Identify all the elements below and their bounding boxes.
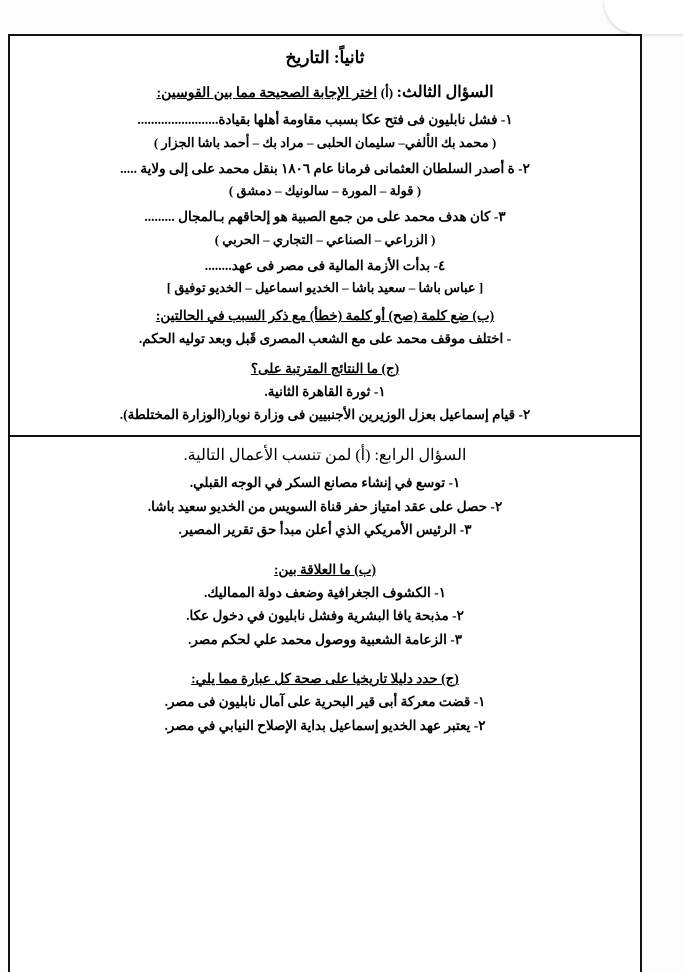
question-item-choices: ( محمد بك الألفي– سليمان الحلبى – مراد بك – أحمد باشا الجزار ) (153, 134, 497, 150)
question-three-heading (28, 82, 622, 102)
question-three-instruction: اختر الإجابة الصحيحة مما بين القوسين: (156, 86, 378, 101)
question-four-label: السؤال الرابع: (374, 446, 467, 464)
question-three-part-b-label: (ب) ضع كلمة (صح) أو كلمة (خطأ) مع ذكر السبب في الحالتين: (155, 308, 495, 324)
question-item-text: ١- فشل نابليون فى فتح عكا بسبب مقاومة أهلها بقيادة........................ (137, 112, 513, 127)
question-four-part-c-item: ٢- يعتبر عهد الخديو إسماعيل بداية الإصلاح النيابي في مصر. (164, 717, 486, 733)
question-item-choices: ( الزراعي – الصناعي – التجاري – الحربي ) (214, 231, 436, 247)
question-four-part-b-label: (ب) ما العلاقة بين: (274, 561, 376, 577)
question-three-block (28, 82, 622, 425)
question-three-part-c-label: (ج) ما النتائج المترتبة على؟ (250, 360, 400, 376)
question-four-item: ٣- الرئيس الأمريكي الذي أعلن مبدأ حق تقرير المصير. (178, 522, 472, 538)
question-four-part-b-item: ٣- الزعامة الشعبية ووصول محمد علي لحكم مصر. (187, 631, 463, 647)
question-four-part-b-item: ٢- مذبحة يافا البشرية وفشل نابليون في دخول عكا. (186, 608, 464, 624)
question-item-text: ٢- ة أصدر السلطان العثمانى فرمانا عام ١٨٠٦ بنقل محمد على إلى ولاية ..... (120, 160, 530, 176)
section-divider (10, 435, 640, 437)
question-four-part-c-label: (ج) حدد دليلا تاريخيا على صحة كل عبارة مما يلي: (191, 671, 459, 687)
question-four-heading (28, 445, 622, 465)
question-item-choices: ( قولة – المورة – سالونيك – دمشق ) (228, 183, 422, 199)
question-three-part-c-item: ١- ثورة القاهرة الثانية. (264, 383, 386, 399)
question-four-marker: (أ) (355, 446, 371, 464)
question-item (28, 110, 622, 151)
question-three-marker: (أ) (380, 85, 394, 100)
question-item-text: ٤- بدأت الأزمة المالية فى مصر فى عهد........ (204, 257, 446, 273)
question-four-item: ١- توسع في إنشاء مصانع السكر في الوجه القبلي. (189, 474, 461, 490)
question-item (28, 159, 622, 200)
page-corner-artifact (604, 0, 684, 34)
question-four-part-c-item: ١- قضت معركة أبى قير البحرية على آمال نابليون فى مصر. (164, 694, 486, 710)
question-item (28, 256, 622, 297)
question-item-text: ٣- كان هدف محمد على من جمع الصبية هو إلحاقهم بـالمجال ......... (144, 209, 506, 225)
question-three-part-c-item: ٢- قيام إسماعيل بعزل الوزيرين الأجنبيين فى وزارة نوبار(الوزارة المختلطة). (119, 407, 531, 423)
question-four-part-b-item: ١- الكشوف الجغرافية وضعف دولة المماليك. (204, 584, 446, 600)
exam-sheet (8, 34, 642, 972)
page-title: ثانياً: التاريخ (285, 48, 365, 67)
question-four-instruction: لمن تنسب الأعمال التالية. (183, 446, 352, 464)
question-item (28, 207, 622, 248)
question-item-choices: [ عباس باشا – سعيد باشا – الخديو اسماعيل – الخديو توفيق ] (166, 280, 484, 296)
question-four-block (28, 445, 622, 736)
question-three-part-b-item: - اختلف موقف محمد على مع الشعب المصرى قَبل وبعد توليه الحكم. (138, 331, 512, 347)
question-three-label: السؤال الثالث: (396, 84, 494, 101)
question-four-item: ٢- حصل على عقد امتياز حفر قناة السويس من الخديو سعيد باشا. (147, 498, 503, 514)
